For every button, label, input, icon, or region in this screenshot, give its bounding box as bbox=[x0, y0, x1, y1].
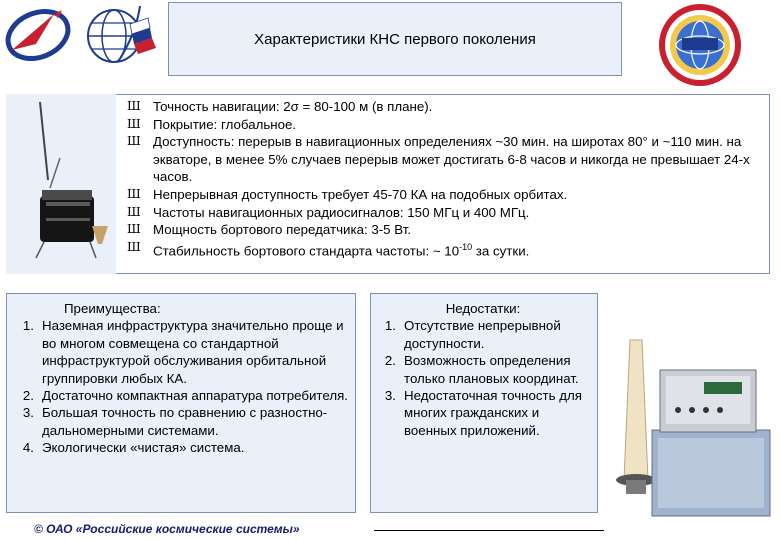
rks-globe-logo bbox=[78, 4, 164, 68]
list-item bbox=[12, 317, 352, 387]
item-text: Наземная инфраструктура значительно проще и во многом совмещена со стандартной инфраструктурой обслуживания орбитальной группировки любых КА. bbox=[42, 318, 344, 386]
list-item bbox=[374, 317, 592, 352]
item-text: Недостаточная точность для многих гражданских и военных приложений. bbox=[404, 388, 582, 438]
list-item bbox=[127, 98, 767, 116]
list-item bbox=[12, 404, 352, 439]
title-box bbox=[168, 2, 622, 76]
rsc-energia-logo bbox=[2, 4, 72, 62]
list-item bbox=[127, 239, 767, 260]
item-text: Мощность бортового передатчика: 3-5 Вт. bbox=[153, 222, 412, 238]
disadvantages-heading: Недостатки: bbox=[445, 301, 521, 316]
item-text: Возможность определения только плановых координат. bbox=[404, 353, 579, 386]
item-text: Точность навигации: 2σ = 80-100 м (в плане). bbox=[153, 99, 433, 114]
copyright-footer: © ОАО «Российские космические системы» bbox=[34, 522, 300, 536]
footer-divider bbox=[374, 530, 604, 531]
item-text: Большая точность по сравнению с разностно-дальномерными системами. bbox=[42, 405, 328, 438]
item-number: 2. bbox=[384, 353, 396, 369]
item-number: 4. bbox=[22, 440, 34, 456]
item-number: 2. bbox=[22, 388, 34, 404]
list-item bbox=[12, 387, 352, 404]
superscript: -10 bbox=[459, 241, 473, 252]
list-item bbox=[374, 387, 592, 439]
characteristics-list bbox=[127, 98, 767, 260]
bullet-marker: Ш bbox=[127, 186, 141, 201]
bullet-marker: Ш bbox=[127, 134, 141, 149]
list-item bbox=[12, 439, 352, 456]
item-number: 3. bbox=[22, 405, 34, 421]
item-text: Экологически «чистая» система. bbox=[42, 440, 245, 456]
list-item bbox=[127, 133, 767, 186]
advantages-list bbox=[12, 300, 352, 457]
text-before: Стабильность бортового стандарта частоты: ~ 10 bbox=[153, 243, 460, 259]
item-text: Покрытие: глобальное. bbox=[153, 116, 297, 132]
list-item bbox=[127, 221, 767, 239]
satellite-image bbox=[24, 98, 116, 268]
advantages-heading: Преимущества: bbox=[64, 301, 161, 316]
disadvantages-list bbox=[374, 300, 592, 439]
item-number: 1. bbox=[384, 318, 396, 334]
item-text: Непрерывная доступность требует 45-70 КА на подобных орбитах. bbox=[153, 186, 568, 202]
item-text: Частоты навигационных радиосигналов: 150 МГц и 400 МГц. bbox=[153, 204, 530, 220]
receiver-equipment-image bbox=[608, 330, 778, 530]
navigation-emblem-logo bbox=[654, 2, 746, 88]
list-item bbox=[127, 116, 767, 134]
bullet-marker: Ш bbox=[127, 239, 141, 254]
bullet-marker: Ш bbox=[127, 116, 141, 131]
item-number: 1. bbox=[22, 318, 34, 334]
item-text bbox=[153, 239, 767, 260]
item-text: Доступность: перерыв в навигационных определениях ~30 мин. на широтах 80° и ~110 мин. на экваторе, в менее 5% случаев перерыв может достигать 6-8 часов и никогда не превышает 24-х часов. bbox=[153, 134, 750, 185]
page-title: Характеристики КНС первого поколения bbox=[254, 30, 536, 48]
bullet-marker: Ш bbox=[127, 99, 141, 113]
bullet-marker: Ш bbox=[127, 204, 141, 219]
item-text: Достаточно компактная аппаратура потребителя. bbox=[42, 388, 348, 404]
text-after: за сутки. bbox=[472, 243, 530, 259]
item-text: Отсутствие непрерывной доступности. bbox=[404, 318, 561, 351]
list-item bbox=[374, 352, 592, 387]
list-item bbox=[127, 204, 767, 222]
item-number: 3. bbox=[384, 388, 396, 404]
bullet-marker: Ш bbox=[127, 222, 141, 237]
list-item bbox=[127, 186, 767, 204]
